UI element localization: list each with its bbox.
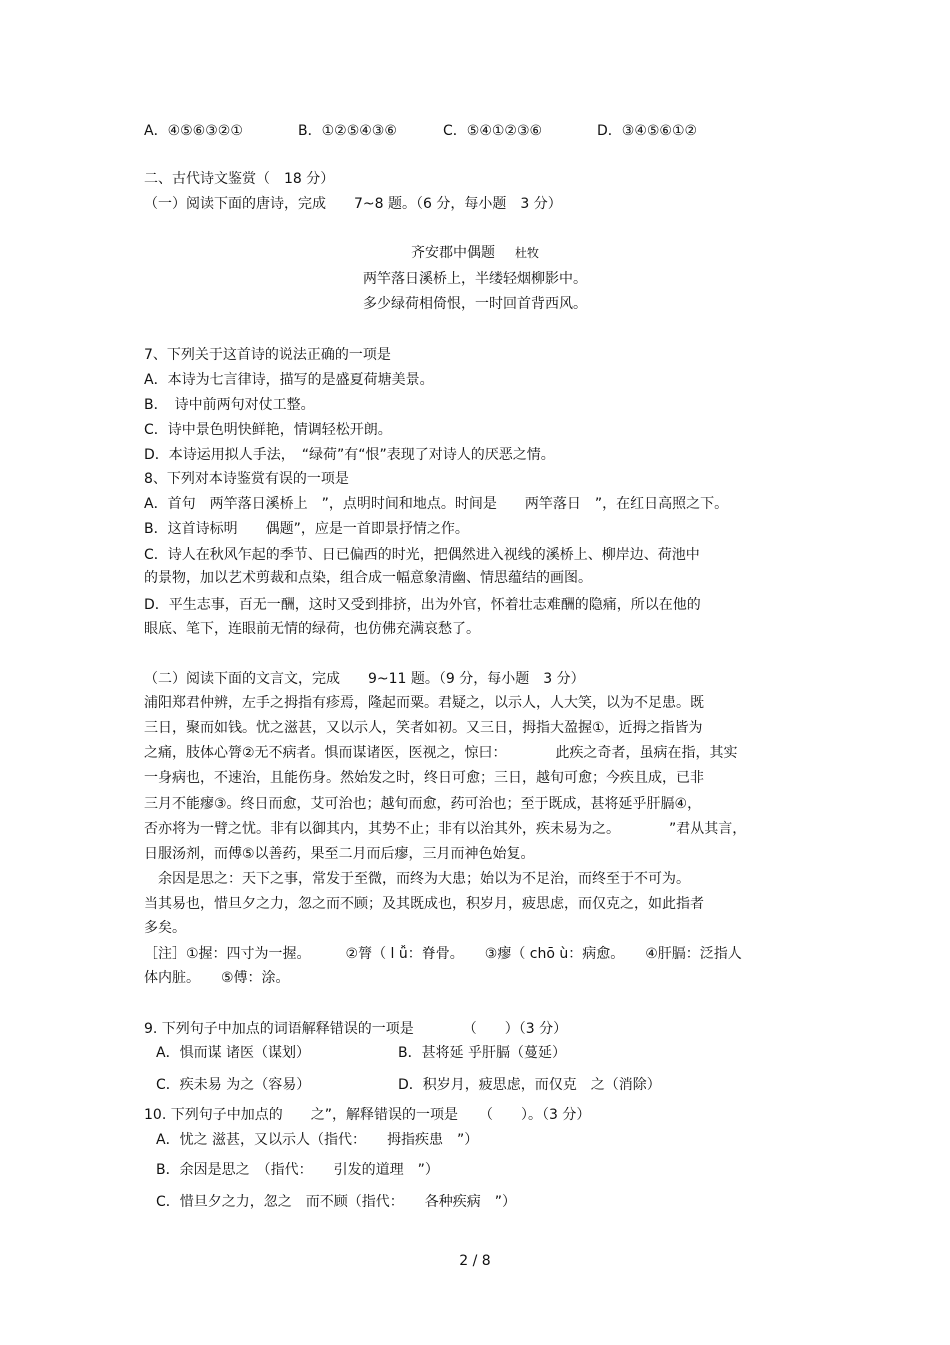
passage-note: ［注］①握：四寸为一握。 ②膂（ l ǚ：脊骨。 ③瘳（ chō ù：病愈。 ④肝膈：泛指人	[144, 946, 742, 962]
q6-option-a: A．④⑤⑥③②①	[144, 123, 243, 139]
passage-note: 体内脏。 ⑤傅：涂。	[144, 970, 290, 986]
part1-intro: （一）阅读下面的唐诗，完成 7~8 题。（6 分，每小题 3 分）	[144, 196, 562, 212]
q9-stem: 9. 下列句子中加点的词语解释错误的一项是 （ ）（3 分）	[144, 1021, 568, 1037]
part2-intro: （二）阅读下面的文言文，完成 9~11 题。（9 分，每小题 3 分）	[144, 671, 585, 687]
q9-option-a: A．惧而谋 诸医（谋划）	[156, 1045, 311, 1061]
passage-line: 三日，聚而如钱。忧之滋甚，又以示人，笑者如初。又三日，拇指大盈握①，近拇之指皆为	[144, 720, 703, 736]
q9-option-b: B．甚将延 乎肝膈（蔓延）	[398, 1045, 567, 1061]
poem-line-2: 多少绿荷相倚恨，一时回首背西风。	[363, 296, 587, 312]
q8-option-d-line1: D．平生志事，百无一酬，这时又受到排挤，出为外官，怀着壮志难酬的隐痛，所以在他的	[144, 597, 701, 613]
q6-option-d: D．③④⑤⑥①②	[597, 123, 698, 139]
passage-line: 浦阳郑君仲辨，左手之拇指有疹焉，隆起而粟。君疑之，以示人，人大笑，以为不足患。既	[144, 695, 704, 711]
passage-line: 余因是思之：天下之事，常发于至微，而终为大患；始以为不足治，而终至于不可为。	[144, 871, 690, 887]
passage-line: 当其易也，惜旦夕之力，忽之而不顾；及其既成也，积岁月，疲思虑，而仅克之，如此指者	[144, 896, 704, 912]
poem-title-line	[0, 244, 950, 262]
q7-option-d: D．本诗运用拟人手法， “绿荷”有“恨”表现了对诗人的厌恶之情。	[144, 447, 555, 463]
passage-line: 一身病也，不速治，且能伤身。然始发之时，终日可愈；三日，越旬可愈；今疾且成，已非	[144, 770, 704, 786]
q8-stem: 8、下列对本诗鉴赏有误的一项是	[144, 471, 349, 487]
q7-option-b: B． 诗中前两句对仗工整。	[144, 397, 315, 413]
q10-option-c: C．惜旦夕之力，忽之 而不顾（指代： 各种疾病 ”）	[156, 1194, 517, 1210]
section-heading: 二、古代诗文鉴赏（ 18 分）	[144, 171, 335, 187]
q8-option-b: B．这首诗标明 偶题”，应是一首即景抒情之作。	[144, 521, 469, 537]
passage-line: 否亦将为一臂之忧。非有以御其内，其势不止；非有以治其外，疾未易为之。 ”君从其言，	[144, 821, 747, 837]
q7-option-a: A．本诗为七言律诗，描写的是盛夏荷塘美景。	[144, 372, 434, 388]
q10-option-a: A．忧之 滋甚，又以示人（指代： 拇指疾患 ”）	[156, 1132, 479, 1148]
poem-title: 齐安郡中偶题	[410, 245, 495, 261]
q6-option-b: B．①②⑤④③⑥	[298, 123, 397, 139]
q8-option-c-line1: C．诗人在秋风乍起的季节、日已偏西的时光，把偶然进入视线的溪桥上、柳岸边、荷池中	[144, 547, 700, 563]
page-number: 2 / 8	[459, 1253, 491, 1269]
q8-option-a: A．首句 两竿落日溪桥上 ”，点明时间和地点。时间是 两竿落日 ”，在红日高照之下。	[144, 496, 729, 512]
q7-option-c: C．诗中景色明快鲜艳，情调轻松开朗。	[144, 422, 392, 438]
q7-stem: 7、下列关于这首诗的说法正确的一项是	[144, 347, 391, 363]
q9-option-d: D．积岁月，疲思虑，而仅克 之（消除）	[398, 1077, 661, 1093]
passage-line: 之痛，肢体心膂②无不病者。惧而谋诸医，医视之，惊曰： 此疾之奇者，虽病在指，其实	[144, 745, 738, 761]
q8-option-c-line2: 的景物，加以艺术剪裁和点染，组合成一幅意象清幽、情思蕴结的画图。	[144, 570, 592, 586]
poem-line-1: 两竿落日溪桥上，半缕轻烟柳影中。	[363, 271, 587, 287]
q10-option-b: B．余因是思之 （指代： 引发的道理 ”）	[156, 1162, 439, 1178]
poem-author: 杜牧	[514, 246, 539, 260]
q6-option-c: C．⑤④①②③⑥	[443, 123, 543, 139]
q10-stem: 10. 下列句子中加点的 之”，解释错误的一项是 （ ）。（3 分）	[144, 1107, 591, 1123]
passage-line: 日服汤剂，而傅⑤以善药，果至二月而后瘳，三月而神色始复。	[144, 846, 535, 862]
q9-option-c: C．疾未易 为之（容易）	[156, 1077, 311, 1093]
q8-option-d-line2: 眼底、笔下，连眼前无情的绿荷，也仿佛充满哀愁了。	[144, 621, 480, 637]
passage-line: 多矣。	[144, 920, 186, 936]
passage-line: 三月不能瘳③。终日而愈，艾可治也；越旬而愈，药可治也；至于既成，甚将延乎肝膈④，	[144, 796, 702, 812]
